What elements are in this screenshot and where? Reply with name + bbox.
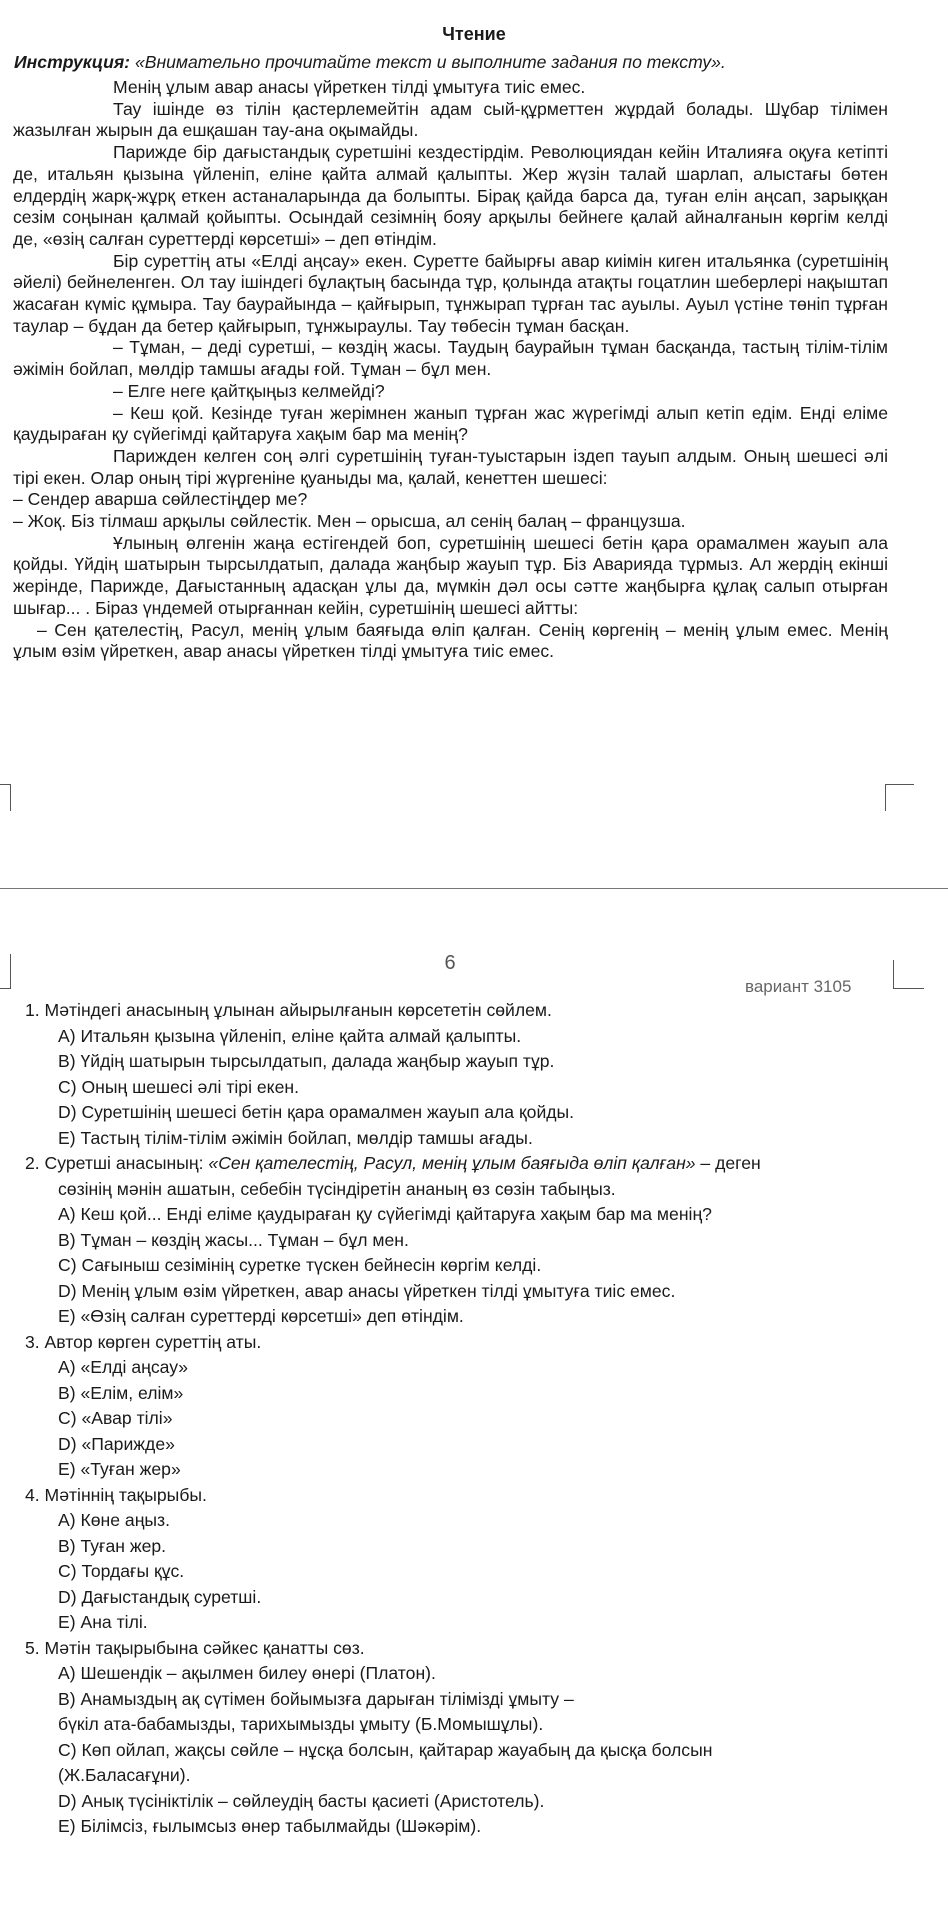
answer-option[interactable]: C) Көп ойлап, жақсы сөйле – нұсқа болсын, қайтарар жауабың да қысқа болсын [58,1739,713,1760]
answer-option[interactable]: B) Үйдің шатырын тырсылдатып, далада жаңбыр жауып тұр. [58,1051,555,1071]
answer-option[interactable]: C) Сағыныш сезімінің суретке түскен бейнесін көргім келді. [58,1255,542,1275]
answer-option[interactable]: A) Шешендік – ақылмен билеу өнері (Платон). [58,1663,436,1683]
page-title: Чтение [442,24,506,44]
answer-option[interactable]: C) «Авар тілі» [58,1408,173,1428]
answer-option[interactable]: E) Ана тілі. [58,1612,148,1632]
answer-option[interactable]: A) «Елді аңсау» [58,1357,188,1377]
answer-option[interactable]: E) «Туған жер» [58,1459,181,1479]
question-text: 5. Мәтін тақырыбына сәйкес қанатты сөз. [25,1637,365,1658]
page-number: 6 [444,952,456,974]
crop-mark [0,784,11,811]
answer-option[interactable]: E) Тастың тілім-тілім әжімін бойлап, мөлдір тамшы ағады. [58,1127,533,1148]
answer-option[interactable]: C) Оның шешесі әлі тірі екен. [58,1076,299,1097]
answer-option[interactable]: A) Кеш қой... Енді еліме қаудыраған қу сүйегімді қайтаруға хақым бар ма менің? [58,1204,712,1224]
answer-option[interactable]: B) «Елім, елім» [58,1382,184,1403]
crop-mark [885,784,914,811]
answer-option[interactable]: D) Менің ұлым өзім үйреткен, авар анасы үйреткен тілді ұмытуға тиіс емес. [58,1280,676,1301]
answer-option[interactable]: E) Білімсіз, ғылымсыз өнер табылмайды (Шәкәрім). [58,1816,482,1836]
question-3 [25,1330,885,1483]
paragraph: – Сен қателестің, Расул, менің ұлым баяғыда өліп қалған. Сенің көргенің – менің ұлым емес. Менің ұлым өзім үйреткен, авар анасы үйреткен тілді ұмытуға тиіс емес. [13,619,888,662]
paragraph: Бір суреттің аты «Елді аңсау» екен. Суретте байырғы авар киімін киген итальянка (суретшінің әйелі) бейнеленген. Ол тау ішіндегі бұлақтың басында тұр, қолында атақты гоцатлин шеберлері нақыштап жасаған күміс құмыра. Тау баурайында – қайғырып, тұнжырап тұрған тас ауылы. Ауыл үстіне төніп тұрған таулар – бұдан да бетер қайғырып, тұнжыраулы. Тау төбесін тұман басқан. [13,250,888,336]
paragraph: – Сендер аварша сөйлестіңдер ме? [13,489,308,510]
instruction [14,51,934,73]
paragraph: – Тұман, – деді суретші, – көздің жасы. Таудың баурайын тұман басқанда, тастың тілім-тілім әжімін бойлап, мөлдір тамшы ағады ғой. Тұман – бұл мен. [13,337,888,380]
question-text-end: – деген [695,1153,761,1173]
paragraph: – Елге неге қайтқыңыз келмейді? [113,380,385,401]
answer-option[interactable]: C) Тордағы құс. [58,1561,185,1581]
question-text-cont: сөзінің мәнін ашатын, себебін түсіндіретін ананың өз сөзін табыңыз. [58,1178,616,1199]
page-reading [0,0,948,845]
answer-option[interactable]: B) Анамыздың ақ сүтімен бойымызға дарыған тілімізді ұмыту – [58,1688,574,1709]
question-text [25,1151,885,1177]
question-5 [25,1636,885,1840]
paragraph: – Кеш қой. Кезінде туған жерімнен жанып тұрған жас жүрегімді алып кетіп едім. Енді еліме қаудыраған қу сүйегімді қайтаруға хақым бар ма менің? [13,402,888,445]
variant-label: вариант 3105 [745,977,852,996]
instruction-text: «Внимательно прочитайте текст и выполните задания по тексту». [134,52,726,72]
answer-option[interactable]: D) «Парижде» [58,1433,175,1454]
question-text-start: 2. Суретші анасының: [25,1153,209,1173]
answer-option[interactable]: A) Көне аңыз. [58,1510,171,1530]
answer-option[interactable]: B) Туған жер. [58,1535,167,1556]
question-1 [25,998,885,1151]
paragraph: Парижде бір дағыстандық суретшіні кездестірдім. Революциядан кейін Италияға оқуға кетіпті де, итальян қызына үйленіп, еліне қайта алмай қалыпты. Жер жүзін талай шарлап, алыстағы бөтен елдердің жарқ-жұрқ еткен астаналарында да болыпты. Бірақ қайда барса да, туған елін аңсап, зарыққан сезім соңынан қалмай қойыпты. Осындай сезімнің бояу арқылы бейнеге қалай айналғанын көргім келді де, «өзің салған суреттерді көрсетші» – деп өтіндім. [13,142,888,249]
answer-option-cont: (Ж.Баласағұни). [58,1765,191,1785]
question-2 [25,1151,885,1330]
paragraph: Тау ішінде өз тілін қастерлемейтін адам сый-құрметтен жұрдай болады. Шұбар тілімен жазылған жырын да ешқашан тау-ана оқымайды. [13,98,888,141]
paragraph: Ұлының өлгенін жаңа естігендей боп, суретшінің шешесі бетін қара орамалмен жауып ала қойды. Үйдің шатырын тырсылдатып, далада жаңбыр жауып тұр. Біз Аварияда тұрмыз. Ал жердің екінші жерінде, Парижде, Дағыстанның адасқан ұлы да, мүмкін дәл осы сәтте жаңбырға құлақ салып отырған шығар... . Біраз үндемей отырғаннан кейін, суретшінің шешесі айтты: [13,532,888,618]
instruction-label: Инструкция: [14,52,131,72]
paragraph: – Жоқ. Біз тілмаш арқылы сөйлестік. Мен – орысша, ал сенің балаң – французша. [13,511,686,532]
paragraph: Парижден келген соң әлгі суретшінің туған-туыстарын іздеп тауып алдым. Оның шешесі әлі тірі екен. Олар оның тірі жүргеніне қуаныды ма, қалай, кенеттен шешесі: [13,445,888,488]
question-quote: «Сен қателестің, Расул, менің ұлым баяғыда өліп қалған» [208,1153,696,1173]
question-text: 1. Мәтіндегі анасының ұлынан айырылғанын көрсететін сөйлем. [25,1000,552,1020]
answer-option[interactable]: D) Дағыстандық суретші. [58,1586,262,1607]
question-list [25,998,885,1840]
answer-option[interactable]: E) «Өзің салған суреттерді көрсетші» деп өтіндім. [58,1306,464,1326]
answer-option[interactable]: A) Итальян қызына үйленіп, еліне қайта алмай қалыпты. [58,1025,522,1046]
paragraph: Менің ұлым авар анасы үйреткен тілді ұмытуға тиіс емес. [113,77,586,97]
page-divider [0,888,948,889]
answer-option[interactable]: B) Тұман – көздің жасы... Тұман – бұл мен. [58,1229,409,1250]
question-4 [25,1483,885,1636]
reading-passage [13,77,888,663]
question-text: 3. Автор көрген суреттің аты. [25,1331,262,1352]
answer-option[interactable]: D) Анық түсініктілік – сөйлеудің басты қасиеті (Аристотель). [58,1790,545,1811]
answer-option-cont: бүкіл ата-бабамызды, тарихымызды ұмыту (Б.Момышұлы). [58,1714,544,1734]
question-text: 4. Мәтіннің тақырыбы. [25,1484,207,1505]
answer-option[interactable]: D) Суретшінің шешесі бетін қара орамалмен жауып ала қойды. [58,1102,575,1122]
